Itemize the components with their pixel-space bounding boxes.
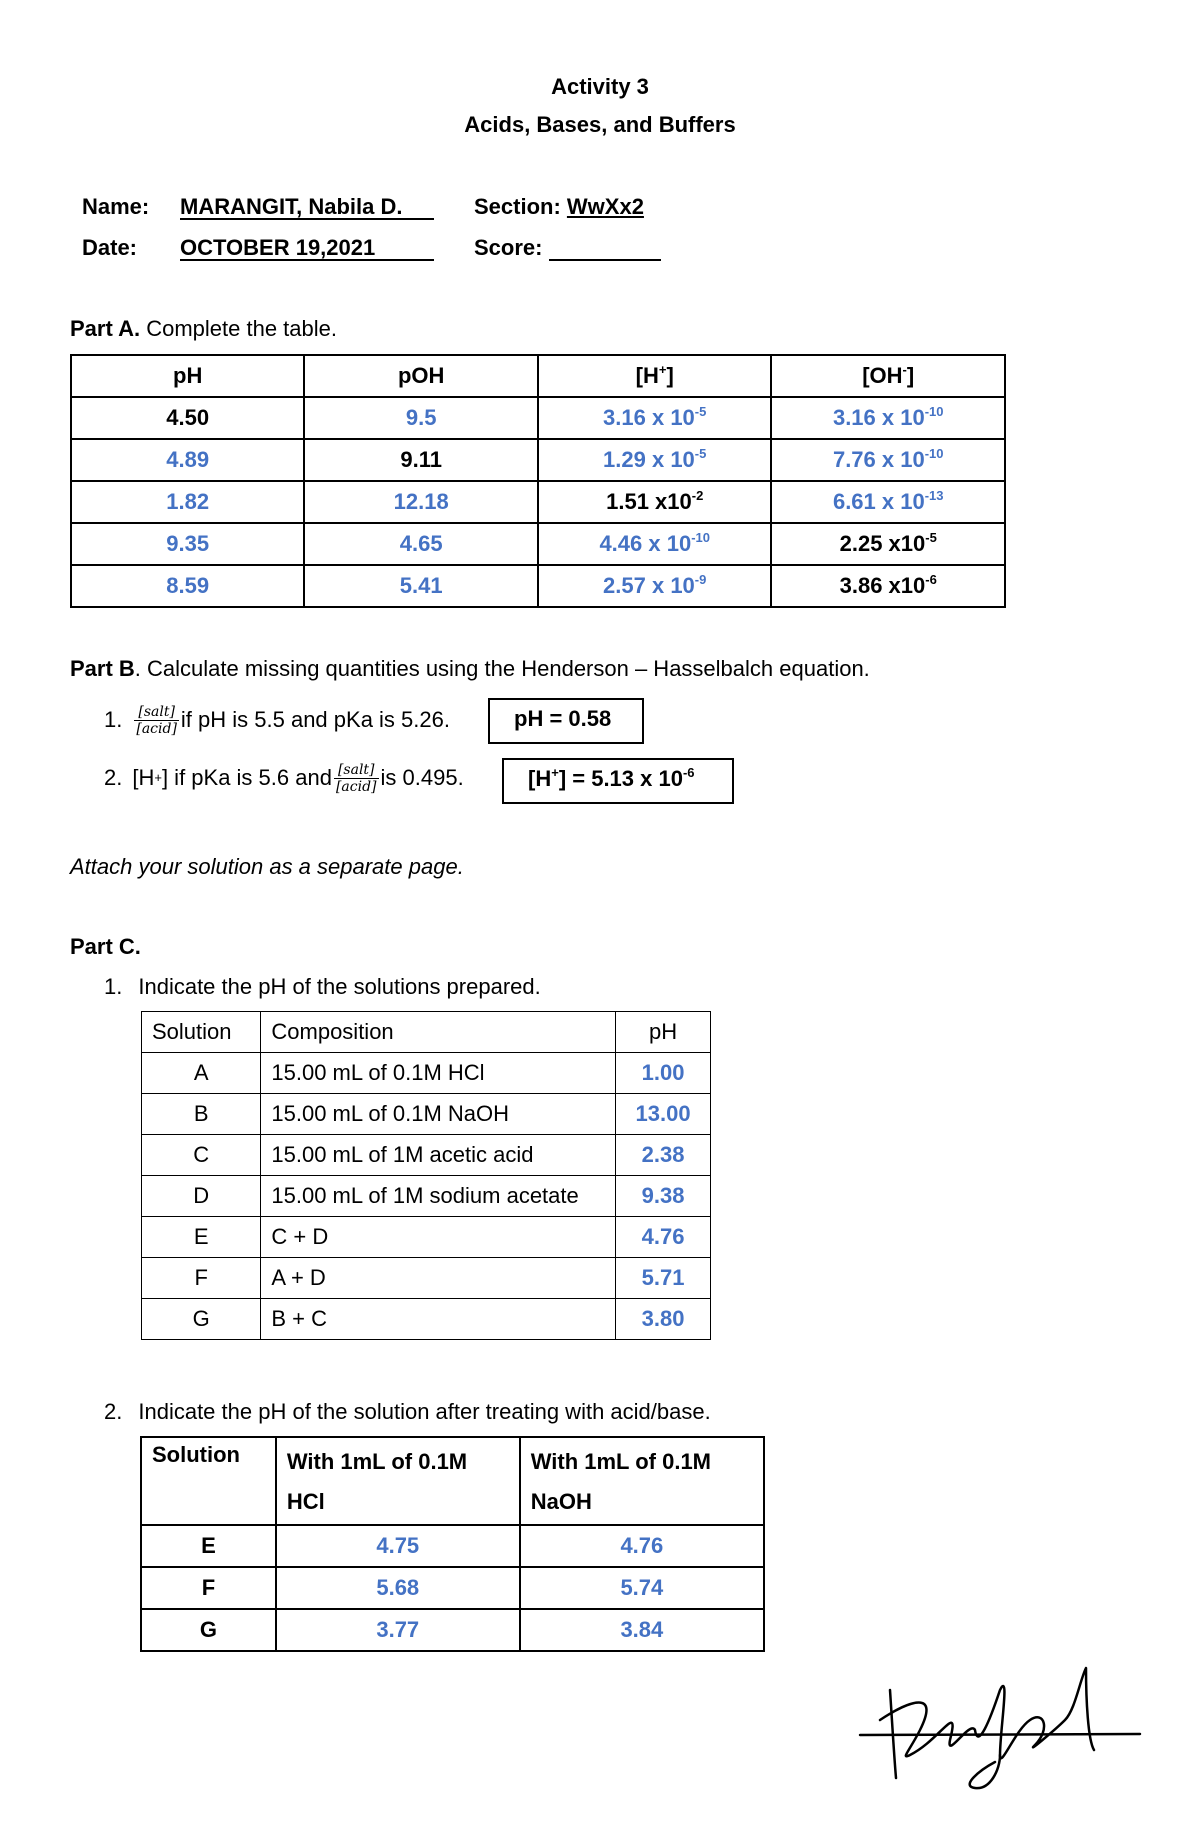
cell-ph: 4.50 <box>71 397 304 439</box>
table-row <box>71 439 1005 481</box>
date-value: OCTOBER 19,2021 <box>180 235 434 261</box>
cell-oh: 3.86 $x10^{-6}$ <box>771 565 1005 607</box>
table-row <box>142 1258 711 1299</box>
date-label: Date: <box>82 235 138 260</box>
cell-ph: 2.38 <box>616 1135 711 1176</box>
cell-oh: 6.61 x $10^{-13}$ <box>771 481 1005 523</box>
cell-oh: 3.16 x $10^{-10}$ <box>771 397 1005 439</box>
question-number: 2. <box>104 765 123 790</box>
score-field: Score: <box>474 235 661 261</box>
cell-naoh: 4.76 <box>520 1525 764 1567</box>
cell-solution: C <box>142 1135 261 1176</box>
table-row <box>71 523 1005 565</box>
cell-solution: E <box>141 1525 276 1567</box>
table-row <box>71 565 1005 607</box>
cell-h: 1.51 $x10^{-2}$ <box>538 481 771 523</box>
table-row <box>142 1094 711 1135</box>
table-row <box>142 1176 711 1217</box>
cell-ph: 4.76 <box>616 1217 711 1258</box>
cell-ph: 1.00 <box>616 1053 711 1094</box>
cell-solution: F <box>142 1258 261 1299</box>
cell-oh: 2.25 $x10^{-5}$ <box>771 523 1005 565</box>
cell-ph: 9.38 <box>616 1176 711 1217</box>
cell-composition: 15.00 mL of 0.1M NaOH <box>261 1094 616 1135</box>
header-oh: [OH-] <box>771 355 1005 397</box>
header-poh: pOH <box>304 355 538 397</box>
cell-composition: 15.00 mL of 0.1M HCl <box>261 1053 616 1094</box>
name-value: MARANGIT, Nabila D. <box>180 194 434 220</box>
cell-composition: B + C <box>261 1299 616 1340</box>
cell-hcl: 4.75 <box>276 1525 520 1567</box>
table-row <box>142 1135 711 1176</box>
part-b-heading: Part B. Calculate missing quantities using the Henderson – Hasselbalch equation. <box>70 656 870 681</box>
activity-title: Activity 3 <box>551 74 649 99</box>
table-row <box>142 1217 711 1258</box>
header-ph: pH <box>71 355 304 397</box>
table-row <box>71 481 1005 523</box>
answer-box-2: [H+] = 5.13 x $10^{-6}$ <box>502 758 734 804</box>
part-c-question-1: 1. Indicate the pH of the solutions prepared. <box>104 974 541 999</box>
part-b-question-1 <box>104 694 450 746</box>
header-solution: Solution <box>142 1012 261 1053</box>
cell-solution: A <box>142 1053 261 1094</box>
cell-oh: 7.76 x $10^{-10}$ <box>771 439 1005 481</box>
acid-base-treatment-table <box>140 1436 765 1652</box>
part-a-heading: Part A. Complete the table. <box>70 316 337 341</box>
cell-ph: 3.80 <box>616 1299 711 1340</box>
cell-h: 1.29 x $10^{-5}$ <box>538 439 771 481</box>
part-c-question-2: 2. Indicate the pH of the solution after treating with acid/base. <box>104 1399 711 1424</box>
cell-solution: G <box>141 1609 276 1651</box>
cell-ph: 4.89 <box>71 439 304 481</box>
cell-composition: 15.00 mL of 1M sodium acetate <box>261 1176 616 1217</box>
solutions-ph-table <box>141 1011 711 1340</box>
cell-hcl: 5.68 <box>276 1567 520 1609</box>
cell-poh: 4.65 <box>304 523 538 565</box>
cell-ph: 9.35 <box>71 523 304 565</box>
cell-ph: 1.82 <box>71 481 304 523</box>
cell-ph: 13.00 <box>616 1094 711 1135</box>
header-hcl: With 1mL of 0.1M HCl <box>276 1437 520 1525</box>
cell-solution: F <box>141 1567 276 1609</box>
table-row <box>141 1525 764 1567</box>
header-composition: Composition <box>261 1012 616 1053</box>
table-header-row <box>142 1012 711 1053</box>
cell-h: 4.46 x $10^{-10}$ <box>538 523 771 565</box>
activity-topic: Acids, Bases, and Buffers <box>464 112 736 137</box>
salt-acid-fraction: $\frac{\text{[salt]}}{\text{[acid]}}$ <box>335 761 377 795</box>
cell-ph: 5.71 <box>616 1258 711 1299</box>
table-header-row <box>71 355 1005 397</box>
cell-poh: 9.5 <box>304 397 538 439</box>
cell-composition: A + D <box>261 1258 616 1299</box>
table-row <box>142 1299 711 1340</box>
header-solution: Solution <box>141 1437 276 1525</box>
part-a-table <box>70 354 1006 608</box>
cell-h: 3.16 x $10^{-5}$ <box>538 397 771 439</box>
section-field: Section: WwXx2 <box>474 194 644 219</box>
cell-poh: 5.41 <box>304 565 538 607</box>
cell-h: 2.57 x $10^{-9}$ <box>538 565 771 607</box>
part-b-question-2: 2. [H + ] if pKa is 5.6 and $\frac{\text{[salt]}}{\text{[acid]}}$ is 0.495. <box>104 761 464 795</box>
section-value: WwXx2 <box>566 194 644 219</box>
cell-hcl: 3.77 <box>276 1609 520 1651</box>
table-row <box>141 1567 764 1609</box>
cell-naoh: 3.84 <box>520 1609 764 1651</box>
cell-solution: G <box>142 1299 261 1340</box>
cell-solution: E <box>142 1217 261 1258</box>
part-c-heading: Part C. <box>70 934 141 959</box>
table-row <box>142 1053 711 1094</box>
table-row <box>71 397 1005 439</box>
table-row <box>141 1609 764 1651</box>
header-ph: pH <box>616 1012 711 1053</box>
salt-acid-fraction: $\frac{\text{[salt]}}{\text{[acid]}}$ <box>136 703 177 737</box>
header-h: [H+] <box>538 355 771 397</box>
cell-poh: 12.18 <box>304 481 538 523</box>
name-label: Name: <box>82 194 150 219</box>
cell-naoh: 5.74 <box>520 1567 764 1609</box>
header-naoh: With 1mL of 0.1M NaOH <box>520 1437 764 1525</box>
cell-solution: D <box>142 1176 261 1217</box>
cell-poh: 9.11 <box>304 439 538 481</box>
cell-composition: C + D <box>261 1217 616 1258</box>
question-text: if pH is 5.5 and pKa is 5.26. <box>180 707 450 732</box>
attach-note: Attach your solution as a separate page. <box>70 854 464 879</box>
signature-icon <box>850 1660 1150 1800</box>
question-number: 1. <box>104 707 123 732</box>
score-blank <box>549 239 661 261</box>
cell-ph: 8.59 <box>71 565 304 607</box>
answer-box-1: pH = 0.58 <box>488 698 644 744</box>
cell-composition: 15.00 mL of 1M acetic acid <box>261 1135 616 1176</box>
cell-solution: B <box>142 1094 261 1135</box>
table-header-row <box>141 1437 764 1525</box>
